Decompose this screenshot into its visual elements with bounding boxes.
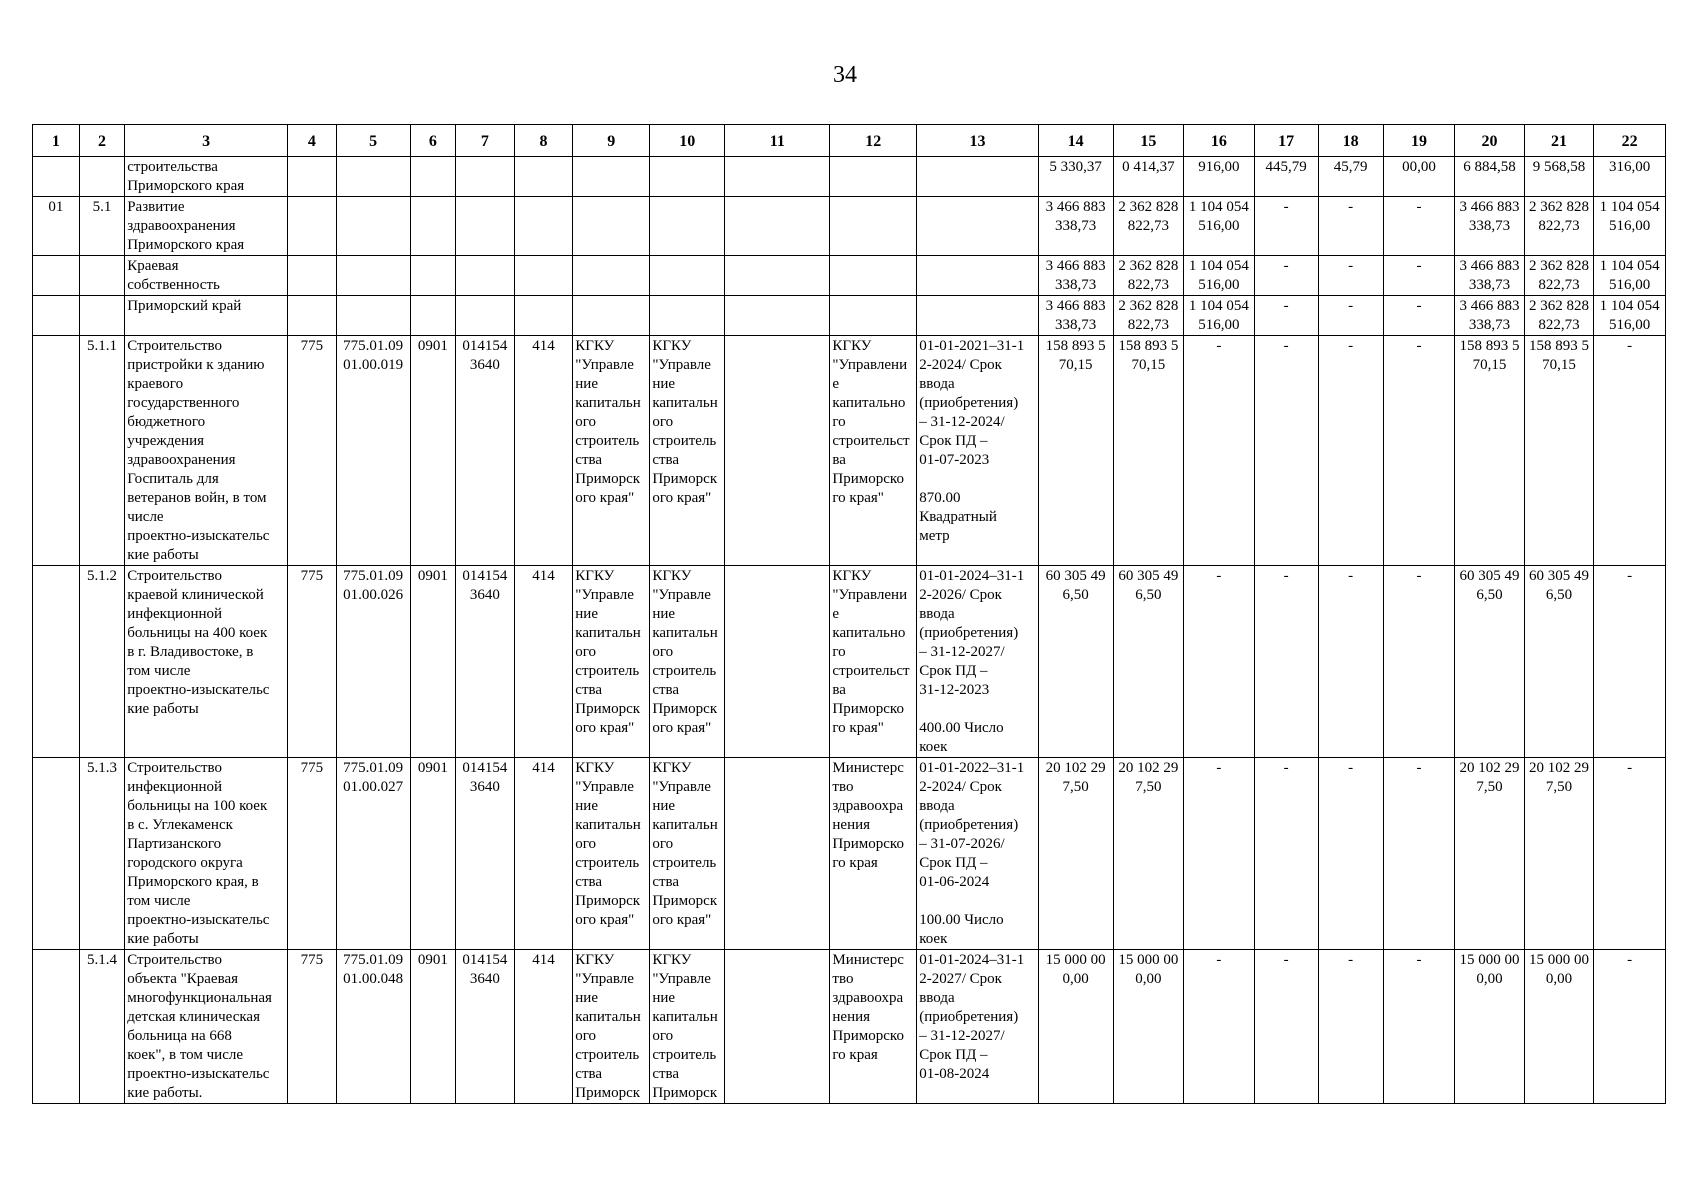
table-cell-col-18: - [1318,336,1383,566]
table-cell-col-22: - [1594,566,1666,758]
table-cell-col-14: 3 466 883 338,73 [1038,296,1113,336]
column-header: 3 [125,125,288,157]
table-cell-col-21: 158 893 5 70,15 [1524,336,1593,566]
column-header: 13 [917,125,1039,157]
table-cell-col-21: 2 362 828 822,73 [1524,296,1593,336]
table-cell-col-3: Краевая собственность [125,256,288,296]
table-cell-col-14: 3 466 883 338,73 [1038,197,1113,256]
table-cell-col-18: - [1318,950,1383,1104]
table-cell-col-4 [287,157,336,197]
column-header: 19 [1383,125,1455,157]
table-cell-col-9: КГКУ "Управле ние капитальн ого строитель ства Приморск ого края" [573,336,650,566]
table-cell-col-14: 3 466 883 338,73 [1038,256,1113,296]
table-cell-col-16: - [1184,758,1255,950]
table-cell-col-16: 1 104 054 516,00 [1184,296,1255,336]
table-cell-col-9 [573,157,650,197]
table-cell-col-19: - [1383,256,1455,296]
table-cell-col-2: 5.1.4 [79,950,125,1104]
table-cell-col-8 [514,157,573,197]
table-cell-col-15: 15 000 00 0,00 [1113,950,1184,1104]
table-cell-col-19: - [1383,197,1455,256]
table-cell-col-21: 20 102 29 7,50 [1524,758,1593,950]
table-row [33,566,1666,758]
table-cell-col-21: 9 568,58 [1524,157,1593,197]
header-row [33,125,1666,157]
table-cell-col-2: 5.1.2 [79,566,125,758]
table-cell-col-4 [287,256,336,296]
budget-table [32,124,1666,1104]
table-cell-col-17: 445,79 [1254,157,1318,197]
table-cell-col-6 [410,256,456,296]
table-cell-col-3: Развитие здравоохранения Приморского края [125,197,288,256]
table-cell-col-20: 158 893 5 70,15 [1455,336,1524,566]
table-cell-col-14: 158 893 5 70,15 [1038,336,1113,566]
table-cell-col-14: 60 305 49 6,50 [1038,566,1113,758]
table-cell-col-21: 15 000 00 0,00 [1524,950,1593,1104]
table-row [33,758,1666,950]
table-cell-col-2 [79,256,125,296]
table-cell-col-1 [33,256,80,296]
table-cell-col-6 [410,296,456,336]
table-cell-col-6: 0901 [410,566,456,758]
table-cell-col-11 [725,336,830,566]
column-header: 20 [1455,125,1524,157]
table-cell-col-10: КГКУ "Управле ние капитальн ого строитель ства Приморск ого края" [650,758,725,950]
table-cell-col-8 [514,256,573,296]
table-cell-col-16: 1 104 054 516,00 [1184,256,1255,296]
table-cell-col-3: строительства Приморского края [125,157,288,197]
table-cell-col-19: - [1383,758,1455,950]
table-cell-col-12: КГКУ "Управлени е капитально го строительст ва Приморско го края" [830,336,917,566]
column-header: 5 [336,125,410,157]
table-cell-col-22: 316,00 [1594,157,1666,197]
table-cell-col-21: 60 305 49 6,50 [1524,566,1593,758]
table-cell-col-10: КГКУ "Управле ние капитальн ого строитель ства Приморск ого края" [650,566,725,758]
table-cell-col-15: 20 102 29 7,50 [1113,758,1184,950]
table-cell-col-11 [725,296,830,336]
column-header: 4 [287,125,336,157]
table-cell-col-14: 15 000 00 0,00 [1038,950,1113,1104]
table-cell-col-17: - [1254,197,1318,256]
table-cell-col-13: 01-01-2022–31-1 2-2024/ Срок ввода (приобретения) – 31-07-2026/ Срок ПД – 01-06-2024 100.00 Число коек [917,758,1039,950]
table-cell-col-17: - [1254,256,1318,296]
table-row [33,197,1666,256]
table-cell-col-20: 60 305 49 6,50 [1455,566,1524,758]
table-cell-col-17: - [1254,758,1318,950]
table-cell-col-13: 01-01-2024–31-1 2-2026/ Срок ввода (приобретения) – 31-12-2027/ Срок ПД – 31-12-2023 400.00 Число коек [917,566,1039,758]
table-cell-col-15: 2 362 828 822,73 [1113,256,1184,296]
column-header: 11 [725,125,830,157]
table-cell-col-8: 414 [514,758,573,950]
table-cell-col-17: - [1254,566,1318,758]
column-header: 15 [1113,125,1184,157]
column-header: 22 [1594,125,1666,157]
table-cell-col-15: 60 305 49 6,50 [1113,566,1184,758]
table-cell-col-19: - [1383,296,1455,336]
table-cell-col-7 [456,256,515,296]
table-cell-col-11 [725,758,830,950]
table-cell-col-5 [336,256,410,296]
table-cell-col-5: 775.01.09 01.00.048 [336,950,410,1104]
table-cell-col-21: 2 362 828 822,73 [1524,256,1593,296]
table-cell-col-6 [410,157,456,197]
table-cell-col-2 [79,296,125,336]
table-cell-col-6: 0901 [410,336,456,566]
table-cell-col-1: 01 [33,197,80,256]
column-header: 1 [33,125,80,157]
table-cell-col-19: 00,00 [1383,157,1455,197]
table-cell-col-12: Министерс тво здравоохра нения Приморско го края [830,950,917,1104]
table-cell-col-10 [650,256,725,296]
table-cell-col-22: 1 104 054 516,00 [1594,296,1666,336]
table-cell-col-20: 6 884,58 [1455,157,1524,197]
table-cell-col-5 [336,296,410,336]
table-cell-col-9 [573,256,650,296]
table-cell-col-8: 414 [514,566,573,758]
table-cell-col-2: 5.1 [79,197,125,256]
table-row [33,296,1666,336]
column-header: 21 [1524,125,1593,157]
table-cell-col-12: Министерс тво здравоохра нения Приморско го края [830,758,917,950]
table-cell-col-3: Приморский край [125,296,288,336]
table-cell-col-16: 1 104 054 516,00 [1184,197,1255,256]
table-cell-col-11 [725,256,830,296]
table-cell-col-4 [287,197,336,256]
table-cell-col-8: 414 [514,950,573,1104]
table-cell-col-20: 3 466 883 338,73 [1455,197,1524,256]
table-cell-col-18: - [1318,197,1383,256]
table-cell-col-18: - [1318,256,1383,296]
column-header: 17 [1254,125,1318,157]
table-cell-col-6 [410,197,456,256]
table-cell-col-15: 2 362 828 822,73 [1113,296,1184,336]
table-cell-col-18: - [1318,566,1383,758]
table-cell-col-6: 0901 [410,758,456,950]
table-cell-col-7: 014154 3640 [456,336,515,566]
table-cell-col-11 [725,197,830,256]
table-cell-col-14: 20 102 29 7,50 [1038,758,1113,950]
table-cell-col-4: 775 [287,758,336,950]
table-cell-col-15: 0 414,37 [1113,157,1184,197]
table-cell-col-5 [336,197,410,256]
table-cell-col-9: КГКУ "Управле ние капитальн ого строитель ства Приморск ого края" [573,566,650,758]
table-cell-col-5: 775.01.09 01.00.027 [336,758,410,950]
table-cell-col-10 [650,296,725,336]
table-cell-col-17: - [1254,296,1318,336]
table-cell-col-1 [33,157,80,197]
table-cell-col-12: КГКУ "Управлени е капитально го строительст ва Приморско го края" [830,566,917,758]
table-cell-col-9 [573,197,650,256]
column-header: 18 [1318,125,1383,157]
table-cell-col-10 [650,157,725,197]
table-cell-col-22: - [1594,950,1666,1104]
table-cell-col-2: 5.1.1 [79,336,125,566]
table-cell-col-7: 014154 3640 [456,950,515,1104]
table-cell-col-13: 01-01-2021–31-1 2-2024/ Срок ввода (приобретения) – 31-12-2024/ Срок ПД – 01-07-2023 870.00 Квадратный метр [917,336,1039,566]
table-cell-col-18: - [1318,296,1383,336]
table-cell-col-13: 01-01-2024–31-1 2-2027/ Срок ввода (приобретения) – 31-12-2027/ Срок ПД – 01-08-2024 [917,950,1039,1104]
table-cell-col-16: - [1184,336,1255,566]
table-row [33,157,1666,197]
table-cell-col-4: 775 [287,336,336,566]
table-cell-col-18: - [1318,758,1383,950]
column-header: 6 [410,125,456,157]
table-cell-col-1 [33,950,80,1104]
table-cell-col-6: 0901 [410,950,456,1104]
table-cell-col-7 [456,296,515,336]
table-cell-col-19: - [1383,566,1455,758]
table-cell-col-12 [830,296,917,336]
table-cell-col-17: - [1254,950,1318,1104]
table-cell-col-3: Строительство объекта "Краевая многофункциональная детская клиническая больница на 668 коек", в том числе проектно-изыскательс кие работы. [125,950,288,1104]
table-cell-col-16: - [1184,950,1255,1104]
table-cell-col-4: 775 [287,950,336,1104]
table-cell-col-19: - [1383,950,1455,1104]
table-cell-col-7 [456,157,515,197]
column-header: 12 [830,125,917,157]
column-header: 9 [573,125,650,157]
table-cell-col-2: 5.1.3 [79,758,125,950]
table-cell-col-22: 1 104 054 516,00 [1594,197,1666,256]
table-cell-col-8: 414 [514,336,573,566]
table-cell-col-9: КГКУ "Управле ние капитальн ого строитель ства Приморск [573,950,650,1104]
table-cell-col-16: 916,00 [1184,157,1255,197]
table-cell-col-12 [830,157,917,197]
table-cell-col-22: 1 104 054 516,00 [1594,256,1666,296]
table-cell-col-11 [725,157,830,197]
table-cell-col-5: 775.01.09 01.00.019 [336,336,410,566]
table-cell-col-3: Строительство инфекционной больницы на 100 коек в с. Углекаменск Партизанского городского округа Приморского края, в том числе проектно-изыскательс кие работы [125,758,288,950]
table-cell-col-20: 3 466 883 338,73 [1455,296,1524,336]
table-cell-col-4 [287,296,336,336]
table-cell-col-13 [917,256,1039,296]
table-cell-col-16: - [1184,566,1255,758]
table-cell-col-14: 5 330,37 [1038,157,1113,197]
table-cell-col-5 [336,157,410,197]
table-cell-col-8 [514,197,573,256]
table-row [33,336,1666,566]
table-cell-col-9 [573,296,650,336]
table-cell-col-13 [917,296,1039,336]
table-cell-col-11 [725,566,830,758]
table-cell-col-18: 45,79 [1318,157,1383,197]
table-cell-col-10 [650,197,725,256]
table-cell-col-1 [33,566,80,758]
table-cell-col-19: - [1383,336,1455,566]
table-cell-col-10: КГКУ "Управле ние капитальн ого строитель ства Приморск [650,950,725,1104]
column-header: 7 [456,125,515,157]
column-header: 10 [650,125,725,157]
table-cell-col-1 [33,296,80,336]
table-cell-col-20: 15 000 00 0,00 [1455,950,1524,1104]
table-cell-col-7: 014154 3640 [456,566,515,758]
table-cell-col-12 [830,197,917,256]
table-cell-col-3: Строительство пристройки к зданию краевого государственного бюджетного учреждения здравоохранения Госпиталь для ветеранов войн, в том числе проектно-изыскательс кие работы [125,336,288,566]
table-cell-col-9: КГКУ "Управле ние капитальн ого строитель ства Приморск ого края" [573,758,650,950]
table-cell-col-15: 2 362 828 822,73 [1113,197,1184,256]
table-cell-col-8 [514,296,573,336]
table-cell-col-12 [830,256,917,296]
page-number: 34 [833,62,857,88]
table-cell-col-4: 775 [287,566,336,758]
table-cell-col-13 [917,197,1039,256]
table-cell-col-21: 2 362 828 822,73 [1524,197,1593,256]
table-cell-col-10: КГКУ "Управле ние капитальн ого строитель ства Приморск ого края" [650,336,725,566]
table-cell-col-17: - [1254,336,1318,566]
table-cell-col-22: - [1594,758,1666,950]
column-header: 16 [1184,125,1255,157]
table-cell-col-13 [917,157,1039,197]
table-cell-col-20: 20 102 29 7,50 [1455,758,1524,950]
table-cell-col-1 [33,758,80,950]
table-cell-col-20: 3 466 883 338,73 [1455,256,1524,296]
table-cell-col-1 [33,336,80,566]
table-row [33,256,1666,296]
table-cell-col-7 [456,197,515,256]
table-cell-col-2 [79,157,125,197]
column-header: 2 [79,125,125,157]
table-cell-col-7: 014154 3640 [456,758,515,950]
table-cell-col-15: 158 893 5 70,15 [1113,336,1184,566]
table-cell-col-3: Строительство краевой клинической инфекционной больницы на 400 коек в г. Владивостоке, в том числе проектно-изыскательс кие работы [125,566,288,758]
column-header: 14 [1038,125,1113,157]
column-header: 8 [514,125,573,157]
table-row [33,950,1666,1104]
table-cell-col-11 [725,950,830,1104]
table-cell-col-5: 775.01.09 01.00.026 [336,566,410,758]
table-cell-col-22: - [1594,336,1666,566]
